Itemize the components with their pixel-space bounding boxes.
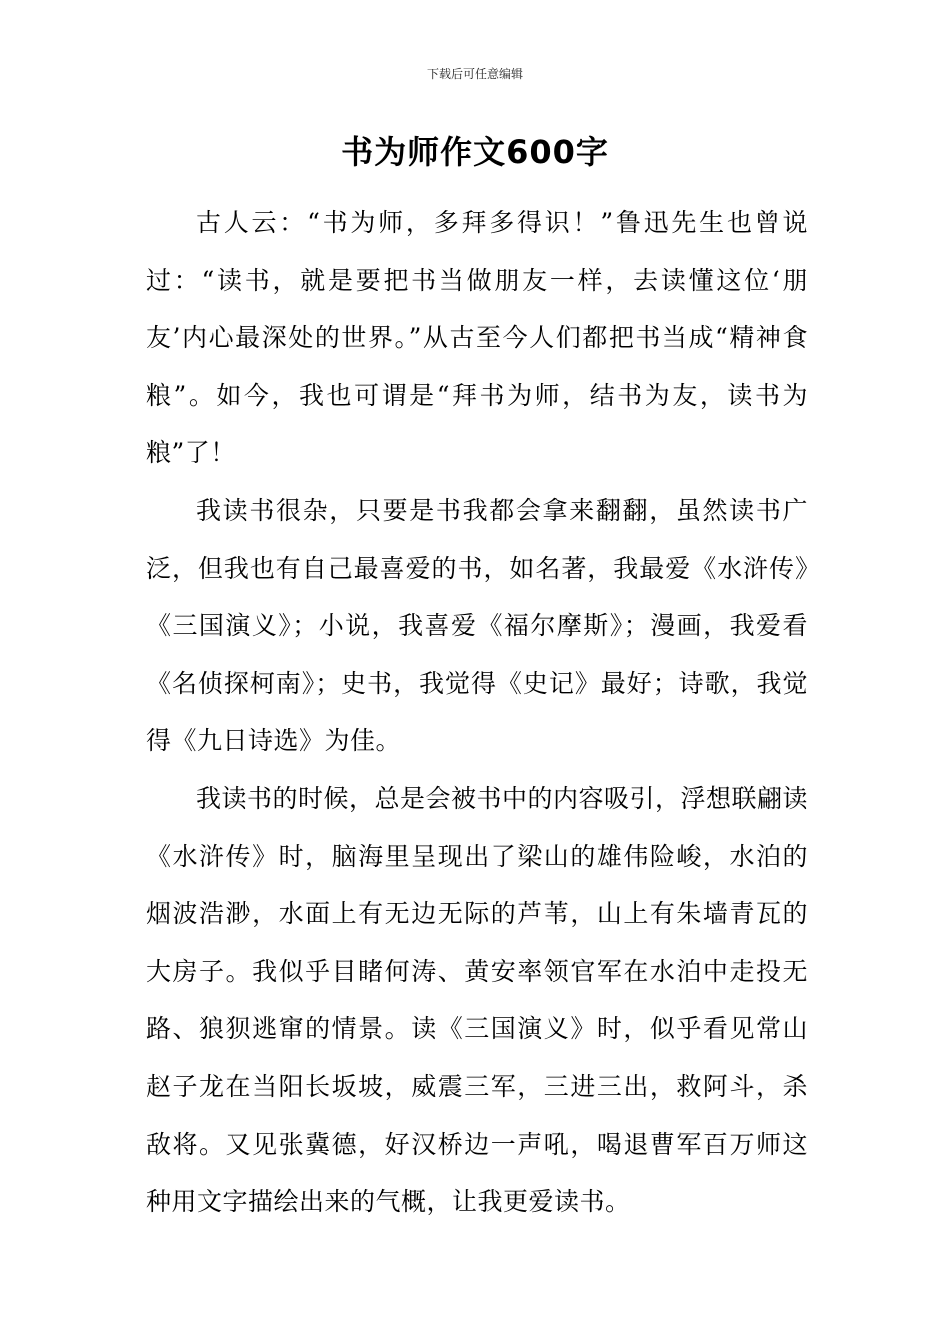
paragraph-3: 我读书的时候，总是会被书中的内容吸引，浮想联翩读《水浒传》时，脑海里呈现出了梁山的雄伟险峻，水泊的烟波浩渺，水面上有无边无际的芦苇，山上有朱墙青瓦的大房子。我似乎目睹何涛、黄安率领官军在水泊中走投无路、狼狈逃窜的情景。读《三国演义》时，似乎看见常山赵子龙在当阳长坂坡，威震三军，三进三出，救阿斗，杀敌将。又见张冀德，好汉桥边一声吼，喝退曹军百万师这种用文字描绘出来的气概，让我更爱读书。 <box>146 783 809 1217</box>
paragraph-2: 我读书很杂，只要是书我都会拿来翻翻，虽然读书广泛，但我也有自己最喜爱的书，如名著，我最爱《水浒传》《三国演义》；小说，我喜爱《福尔摩斯》；漫画，我爱看《名侦探柯南》；史书，我觉得《史记》最好；诗歌，我觉得《九日诗选》为佳。 <box>146 495 808 756</box>
page-title: 书为师作文600字 <box>341 133 609 171</box>
header-note: 下载后可任意编辑 <box>426 67 523 81</box>
paragraph-1: 古人云：“书为师，多拜多得识！”鲁迅先生也曾说过：“读书，就是要把书当做朋友一样，去读懂这位‘朋友’内心最深处的世界。”从古至今人们都把书当成“精神食粮”。如今，我也可谓是“拜书为师，结书为友，读书为粮”了！ <box>146 208 808 468</box>
article-body <box>146 194 808 1231</box>
